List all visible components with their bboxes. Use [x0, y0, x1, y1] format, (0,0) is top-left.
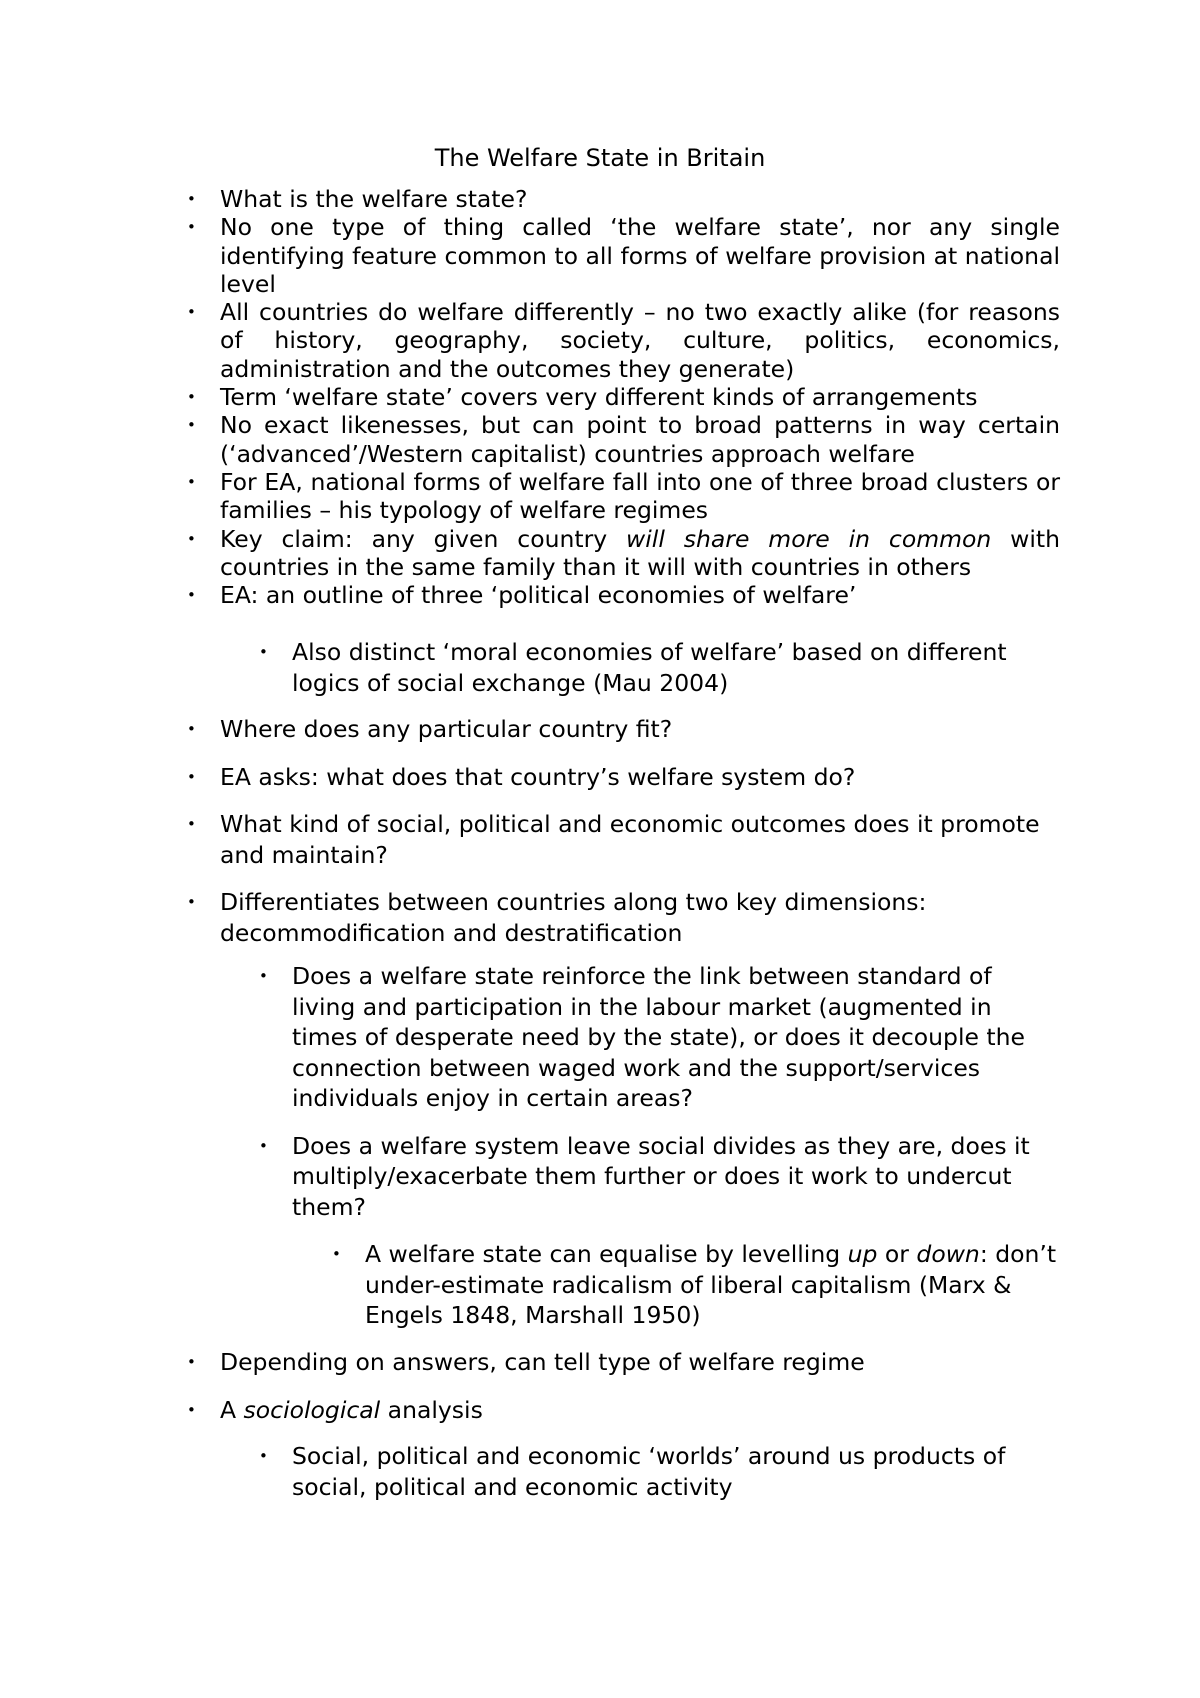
sub-list-worlds — [292, 1441, 1060, 1519]
list-item: • Differentiates between countries along two key dimensions: decommodification and destratification — [220, 887, 1060, 948]
main-bullet-list-2 — [220, 714, 1060, 965]
sub-list-dimensions — [292, 961, 1060, 1239]
list-item-key-claim: • Key claim: any given country will share more in common with countries in the same family than it will with countries in others — [220, 525, 1060, 582]
list-item: • Does a welfare state reinforce the link between standard of living and participation in the labour market (augmented in times of desperate need by the state), or does it decouple the connection between waged work and the support/services individuals enjoy in certain areas? — [292, 961, 1060, 1114]
emphasis: down — [916, 1240, 980, 1268]
list-item: • What is the welfare state? — [220, 185, 1060, 213]
main-bullet-list — [220, 185, 1060, 609]
list-item: • Where does any particular country fit? — [220, 714, 1060, 745]
list-item: • EA asks: what does that country’s welfare system do? — [220, 762, 1060, 793]
list-item: • Depending on answers, can tell type of welfare regime — [220, 1347, 1060, 1378]
list-item-sociological: • A sociological analysis — [220, 1395, 1060, 1426]
list-item: • EA: an outline of three ‘political economies of welfare’ — [220, 581, 1060, 609]
list-item: • Term ‘welfare state’ covers very different kinds of arrangements — [220, 383, 1060, 411]
emphasis: up — [847, 1240, 878, 1268]
list-item: • Also distinct ‘moral economies of welfare’ based on different logics of social exchange (Mau 2004) — [292, 637, 1060, 698]
sub-list-moral — [292, 637, 1060, 715]
list-item: • All countries do welfare differently – no two exactly alike (for reasons of history, geography, society, culture, politics, economics, administration and the outcomes they generate) — [220, 298, 1060, 383]
main-bullet-list-3 — [220, 1347, 1060, 1442]
list-item: • A welfare state can equalise by levelling up or down: don’t under-estimate radicalism of liberal capitalism (Marx & Engels 1848, Marshall 1950) — [365, 1239, 1060, 1331]
list-item: • What kind of social, political and economic outcomes does it promote and maintain? — [220, 809, 1060, 870]
list-item: • For EA, national forms of welfare fall into one of three broad clusters or families – his typology of welfare regimes — [220, 468, 1060, 525]
list-item: • Does a welfare system leave social divides as they are, does it multiply/exacerbate them further or does it work to undercut them? — [292, 1131, 1060, 1223]
sub-sub-list-equalise — [365, 1239, 1060, 1348]
emphasis: sociological — [243, 1395, 381, 1424]
emphasis: will share more in common — [626, 524, 992, 553]
document-title: The Welfare State in Britain — [434, 144, 766, 172]
list-item: • No exact likenesses, but can point to broad patterns in way certain (‘advanced’/Western capitalist) countries approach welfare — [220, 411, 1060, 468]
list-item: • Social, political and economic ‘worlds’ around us products of social, political and economic activity — [292, 1441, 1060, 1502]
list-item: • No one type of thing called ‘the welfare state’, nor any single identifying feature common to all forms of welfare provision at national level — [220, 213, 1060, 298]
